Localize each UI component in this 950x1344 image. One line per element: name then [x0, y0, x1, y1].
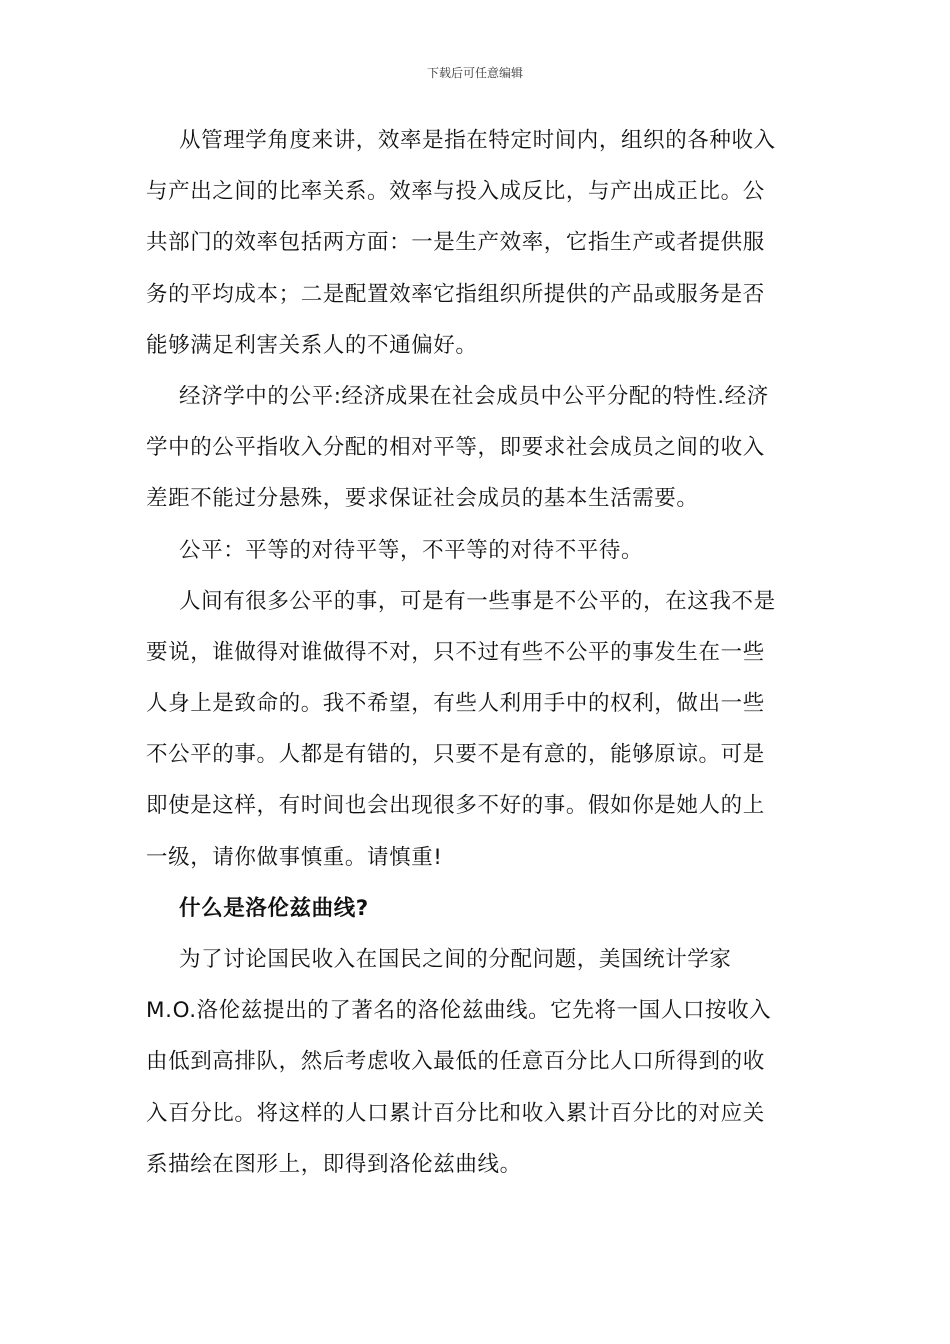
paragraph-line: 学中的公平指收入分配的相对平等，即要求社会成员之间的收入 — [146, 435, 765, 461]
paragraph-line: 能够满足利害关系人的不通偏好。 — [146, 332, 478, 358]
paragraph-line: 要说，谁做得对谁做得不对，只不过有些不公平的事发生在一些 — [146, 639, 765, 665]
paragraph-line: 为了讨论国民收入在国民之间的分配问题，美国统计学家 — [179, 947, 732, 972]
paragraph-line: 人间有很多公平的事，可是有一些事是不公平的，在这我不是 — [179, 588, 776, 614]
page-header: 下载后可任意编辑 — [426, 66, 523, 80]
paragraph-line: 系描绘在图形上，即得到洛伦兹曲线。 — [146, 1151, 522, 1177]
paragraph-line: 务的平均成本；二是配置效率它指组织所提供的产品或服务是否 — [146, 281, 765, 307]
paragraph-line: 从管理学角度来讲，效率是指在特定时间内，组织的各种收入 — [179, 128, 776, 153]
paragraph-line: 公平：平等的对待平等，不平等的对待不平待。 — [179, 537, 644, 563]
paragraph-line: 与产出之间的比率关系。效率与投入成反比，与产出成正比。公 — [146, 179, 765, 205]
paragraph-line: 人身上是致命的。我不希望，有些人利用手中的权利，做出一些 — [146, 691, 765, 717]
paragraph-line: 不公平的事。人都是有错的，只要不是有意的，能够原谅。可是 — [146, 742, 765, 768]
section-heading: 什么是洛伦兹曲线? — [179, 895, 369, 921]
paragraph-line: 差距不能过分悬殊，要求保证社会成员的基本生活需要。 — [146, 486, 699, 512]
paragraph-line: 由低到高排队，然后考虑收入最低的任意百分比人口所得到的收 — [146, 1049, 765, 1075]
document-body — [146, 115, 806, 1190]
paragraph-line: 即使是这样，有时间也会出现很多不好的事。假如你是她人的上 — [146, 793, 765, 819]
paragraph-line: 共部门的效率包括两方面：一是生产效率，它指生产或者提供服 — [146, 230, 765, 256]
paragraph-line: 入百分比。将这样的人口累计百分比和收入累计百分比的对应关 — [146, 1100, 765, 1126]
paragraph-line: 一级，请你做事慎重。请慎重! — [146, 844, 443, 870]
paragraph-line: M.O.洛伦兹提出的了著名的洛伦兹曲线。它先将一国人口按收入 — [146, 998, 772, 1024]
paragraph-line: 经济学中的公平:经济成果在社会成员中公平分配的特性.经济 — [179, 383, 769, 409]
